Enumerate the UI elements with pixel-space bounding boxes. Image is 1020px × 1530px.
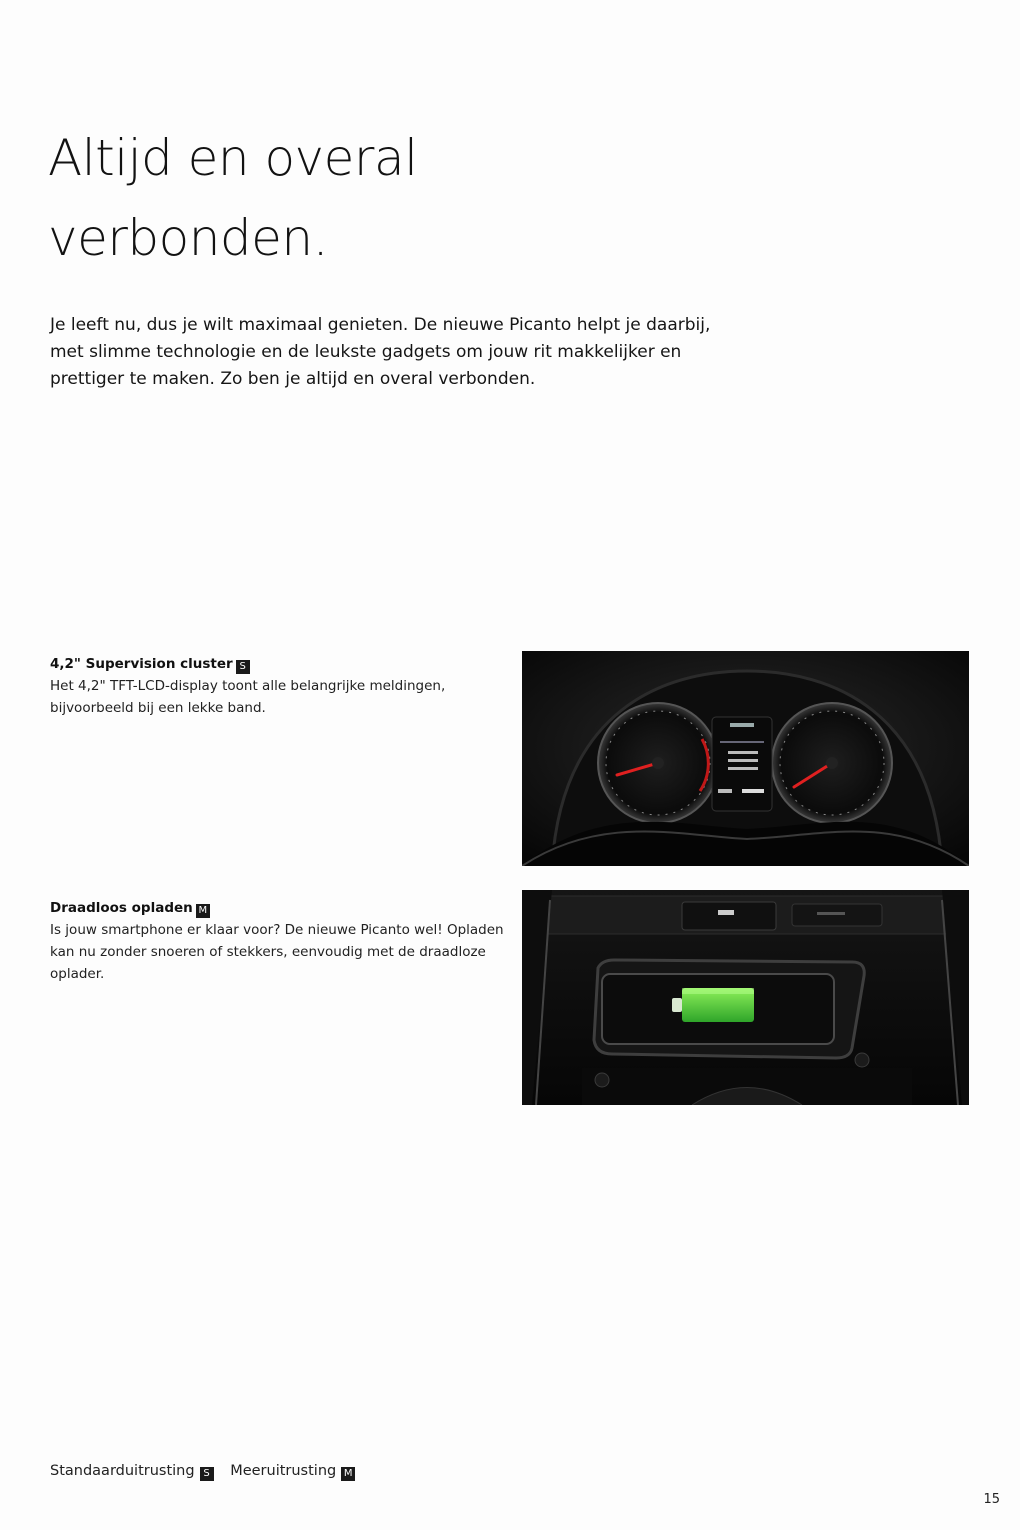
- feature-title: Draadloos opladen: [50, 900, 193, 916]
- feature-supervision-cluster: [50, 653, 510, 719]
- equipment-legend: [50, 1463, 367, 1481]
- feature-title-row: [50, 653, 510, 675]
- page-title-line-2: verbonden.: [48, 209, 329, 267]
- feature-wireless-charging: [50, 897, 510, 985]
- page-title-line-1: Altijd en overal: [48, 129, 418, 187]
- feature-description: Is jouw smartphone er klaar voor? De nieuwe Picanto wel! Opladen kan nu zonder snoeren of stekkers, eenvoudig met de draadloze oplader.: [50, 922, 504, 982]
- standard-badge: S: [236, 660, 250, 674]
- option-badge: M: [341, 1467, 355, 1481]
- page-title: [48, 118, 418, 278]
- feature-title: 4,2" Supervision cluster: [50, 656, 233, 672]
- option-badge: M: [196, 904, 210, 918]
- page-number: 15: [983, 1492, 1000, 1507]
- feature-description: Het 4,2" TFT-LCD-display toont alle belangrijke meldingen, bijvoorbeeld bij een lekke band.: [50, 678, 446, 716]
- wireless-charger-photo: [522, 890, 969, 1105]
- instrument-cluster-photo: [522, 651, 969, 866]
- legend-option: [230, 1463, 355, 1481]
- intro-paragraph: Je leeft nu, dus je wilt maximaal genieten. De nieuwe Picanto helpt je daarbij, met slimme technologie en de leukste gadgets om jouw rit makkelijker en prettiger te maken. Zo ben je altijd en overal verbonden.: [50, 315, 711, 389]
- feature-title-row: [50, 897, 510, 919]
- legend-label: Meeruitrusting: [230, 1463, 337, 1479]
- legend-label: Standaarduitrusting: [50, 1463, 195, 1479]
- legend-standard: [50, 1463, 214, 1481]
- standard-badge: S: [200, 1467, 214, 1481]
